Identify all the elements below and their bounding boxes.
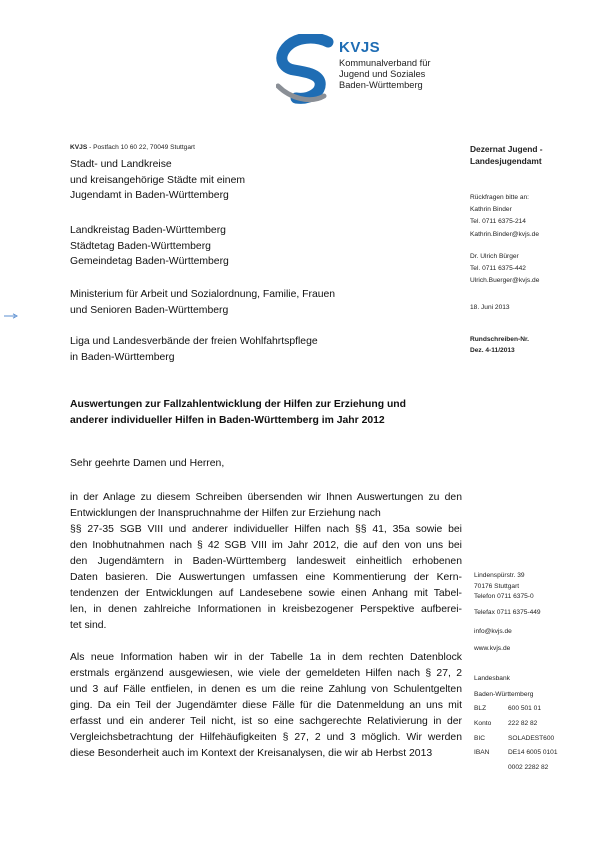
recipient-line: und Senioren Baden-Württemberg bbox=[70, 304, 229, 316]
paragraph-line: Entwicklungen der Inanspruchnahme der Hilfen zur Erziehung nach bbox=[70, 508, 381, 519]
logo-line-2: Jugend und Soziales bbox=[339, 69, 426, 79]
bank-row bbox=[474, 747, 584, 762]
recipient-line: Ministerium für Arbeit und Sozialordnung, Familie, Frauen bbox=[70, 289, 336, 300]
paragraph-line: erfasst und ein anderer Teil nicht, ist so eine sachgerechte Relativierung in der bbox=[70, 716, 462, 727]
recipient-line: in Baden-Württemberg bbox=[70, 351, 175, 363]
recipient-block-2 bbox=[70, 223, 450, 270]
contact-intro: Rückfragen bitte an: bbox=[470, 194, 530, 201]
salutation: Sehr geehrte Damen und Herren, bbox=[70, 458, 225, 469]
logo-line-3: Baden-Württemberg bbox=[339, 80, 423, 90]
paragraph-line: Als neue Information haben wir in der Tabelle 1a in dem rechten Datenblock bbox=[70, 652, 462, 663]
bank-details bbox=[474, 703, 584, 777]
bank-value: 0002 2282 82 bbox=[508, 764, 549, 772]
paragraph-line: Daten basieren. Die Auswertungen umfassen eine Kommentierung der Kern- bbox=[70, 572, 462, 583]
address-line: Telefax 0711 6375-449 bbox=[474, 609, 541, 617]
bank-key: Konto bbox=[474, 719, 492, 727]
paragraph-line: len, in denen zahlreiche Informationen in kreisbezogener Perspektive aufberei- bbox=[70, 604, 462, 615]
logo-line-1: Kommunalverband für bbox=[339, 58, 431, 68]
bank-key: IBAN bbox=[474, 749, 490, 757]
contact-block-2 bbox=[470, 251, 585, 288]
subject-line: Auswertungen zur Fallzahlentwicklung der Hilfen zur Erziehung und bbox=[70, 399, 406, 410]
circular-label: Rundschreiben-Nr. bbox=[470, 336, 529, 343]
recipient-line: Gemeindetag Baden-Württemberg bbox=[70, 256, 229, 267]
contact2-phone: Tel. 0711 6375-442 bbox=[470, 265, 526, 273]
recipient-block-4 bbox=[70, 334, 450, 365]
paragraph-line: ging. Da ein Teil der Jugendämter diese Fälle für die Datenmeldung an uns mit bbox=[70, 700, 462, 711]
bank-row bbox=[474, 718, 584, 733]
paragraph-line: Vergleichsbetrachtung der Hilfehäufigkeiten § 27, 2 und 3 möglich. Wir werden bbox=[70, 732, 462, 743]
paragraph-line: §§ 27-35 SGB VIII und anderer individueller Hilfen nach §§ 41, 35a sowie bei bbox=[70, 524, 462, 535]
department-line: Dezernat Jugend - bbox=[470, 144, 543, 154]
circular-value: Dez. 4-11/2013 bbox=[470, 347, 515, 355]
sender-address: - Postfach 10 60 22, 70049 Stuttgart bbox=[89, 144, 196, 151]
bank-value: 222 82 82 bbox=[508, 719, 538, 727]
paragraph-line: in der Anlage zu diesem Schreiben übersenden wir Ihnen Auswertungen zu den bbox=[70, 492, 462, 503]
address-line: Lindenspürstr. 39 bbox=[474, 572, 525, 579]
recipient-line: Stadt- und Landkreise bbox=[70, 159, 172, 170]
paragraph-line: den Jugendämtern in Baden-Württemberg landesweit einheitlich erhobenen bbox=[70, 556, 462, 567]
address-line: 70176 Stuttgart bbox=[474, 583, 520, 591]
recipient-line: Landkreistag Baden-Württemberg bbox=[70, 225, 226, 236]
bank-name bbox=[474, 673, 533, 701]
paragraph-line: den Inobhutnahmen nach § 42 SGB VIII im Jahr 2012, die auf den von uns bei bbox=[70, 540, 462, 551]
bank-name-line: Landesbank bbox=[474, 675, 510, 682]
bank-value: DE14 6005 0101 bbox=[508, 749, 558, 757]
department-line: Landesjugendamt bbox=[470, 156, 542, 166]
contact1-name: Kathrin Binder bbox=[470, 206, 512, 214]
department-heading bbox=[470, 143, 585, 167]
circular-number bbox=[470, 334, 585, 355]
logo-brand: KVJS bbox=[339, 39, 381, 56]
subject-line: anderer individueller Hilfen in Baden-Württemberg im Jahr 2012 bbox=[70, 415, 385, 426]
bank-row bbox=[474, 703, 584, 718]
recipient-line: Städtetag Baden-Württemberg bbox=[70, 240, 211, 252]
contact2-email[interactable]: Ulrich.Buerger@kvjs.de bbox=[470, 277, 540, 285]
bank-row bbox=[474, 762, 584, 777]
kvjs-address bbox=[474, 570, 541, 620]
bank-name-line: Baden-Württemberg bbox=[474, 691, 534, 699]
bank-key: BIC bbox=[474, 734, 485, 742]
fold-mark-arrow-icon bbox=[4, 306, 18, 312]
recipient-block-3 bbox=[70, 287, 450, 318]
contact1-phone: Tel. 0711 6375-214 bbox=[470, 218, 526, 226]
kvjs-website[interactable]: www.kvjs.de bbox=[474, 645, 511, 652]
sender-line bbox=[70, 144, 195, 151]
body-paragraph-2 bbox=[70, 650, 462, 762]
paragraph-line: erstmals ergänzend ausgewiesen, wie viele der gemeldeten Hilfen nach § 27, 2 bbox=[70, 668, 462, 679]
paragraph-line: und 3 auf Fälle entfielen, in denen es um die reine Zahlung von Schulentgelten bbox=[70, 684, 462, 695]
contact1-email[interactable]: Kathrin.Binder@kvjs.de bbox=[470, 230, 539, 238]
bank-value: SOLADEST600 bbox=[508, 734, 555, 742]
recipient-block-1 bbox=[70, 157, 450, 204]
sender-org: KVJS bbox=[70, 144, 88, 151]
body-paragraph-1 bbox=[70, 490, 462, 634]
kvjs-logo bbox=[276, 34, 466, 106]
bank-row bbox=[474, 733, 584, 748]
recipient-line: Liga und Landesverbände der freien Wohlfahrtspflege bbox=[70, 336, 318, 347]
contact2-name: Dr. Ulrich Bürger bbox=[470, 253, 519, 260]
address-line: Telefon 0711 6375-0 bbox=[474, 593, 534, 601]
paragraph-line: tendenzen der Entwicklungen auf Landesebene sowie einen Anhang mit Tabel- bbox=[70, 588, 462, 599]
bank-value: 600 501 01 bbox=[508, 705, 542, 712]
contact-block bbox=[470, 192, 585, 241]
kvjs-email[interactable]: info@kvjs.de bbox=[474, 628, 512, 635]
bank-key: BLZ bbox=[474, 705, 487, 712]
kvjs-logo-mark bbox=[276, 34, 338, 106]
recipient-line: und kreisangehörige Städte mit einem bbox=[70, 174, 246, 186]
letter-subject bbox=[70, 397, 450, 429]
paragraph-line: tet sind. bbox=[70, 620, 107, 631]
letter-date: 18. Juni 2013 bbox=[470, 304, 510, 311]
recipient-line: Jugendamt in Baden-Württemberg bbox=[70, 190, 229, 201]
paragraph-line: diese Besonderheit auch im Kontext der Kreisanalysen, die wir ab Herbst 2013 bbox=[70, 748, 433, 759]
